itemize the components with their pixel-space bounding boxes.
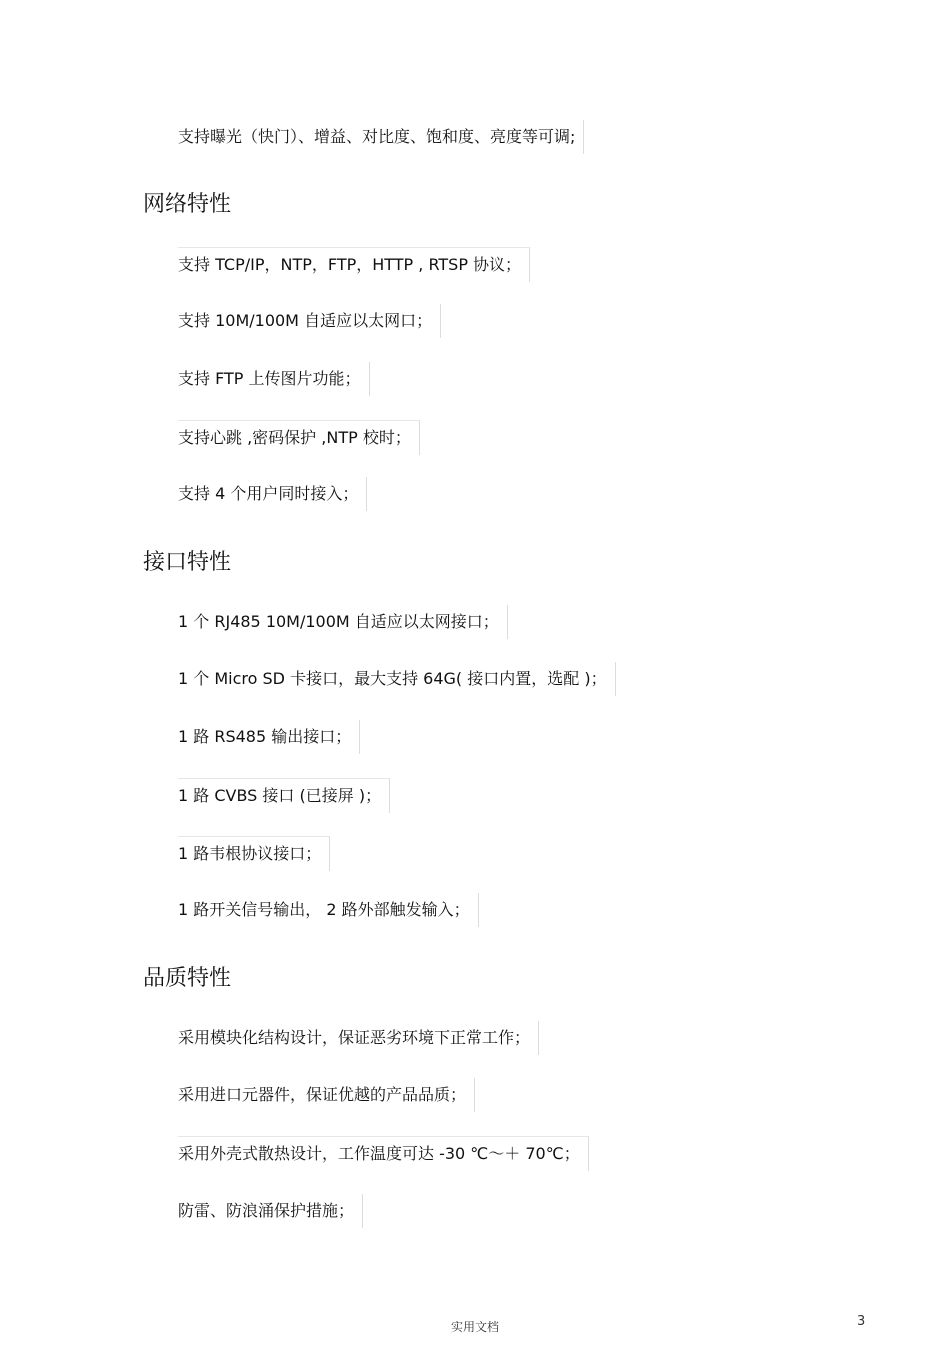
camera-item-adjustable: 支持曝光（快门）、增益、对比度、饱和度、亮度等可调; (178, 120, 584, 154)
interface-item-wiegand: 1 路韦根协议接口； (178, 836, 330, 871)
network-item-heartbeat: 支持心跳 ,密码保护 ,NTP 校时； (178, 420, 420, 455)
interface-item-rs485: 1 路 RS485 输出接口； (178, 720, 360, 754)
interface-item-rj485: 1 个 RJ485 10M/100M 自适应以太网接口； (178, 605, 508, 639)
network-item-protocols: 支持 TCP/IP，NTP，FTP，HTTP , RTSP 协议； (178, 247, 530, 282)
quality-item-heat-dissipation: 采用外壳式散热设计，工作温度可达 -30 ℃～＋ 70℃； (178, 1136, 589, 1171)
interface-section-title: 接口特性 (143, 550, 232, 575)
interface-item-switch-io: 1 路开关信号输出， 2 路外部触发输入； (178, 893, 479, 927)
network-item-ethernet: 支持 10M/100M 自适应以太网口； (178, 304, 441, 338)
quality-item-components: 采用进口元器件，保证优越的产品品质； (178, 1078, 475, 1112)
quality-item-modular: 采用模块化结构设计，保证恶劣环境下正常工作； (178, 1021, 539, 1055)
page-number: 3 (857, 1314, 866, 1329)
network-item-ftp-upload: 支持 FTP 上传图片功能； (178, 362, 370, 396)
network-item-users: 支持 4 个用户同时接入； (178, 477, 367, 511)
quality-section-title: 品质特性 (143, 966, 232, 991)
network-section-title: 网络特性 (143, 192, 232, 217)
interface-item-cvbs: 1 路 CVBS 接口 (已接屏 )； (178, 778, 390, 813)
footer-label: 实用文档 (450, 1320, 499, 1334)
interface-item-microsd: 1 个 Micro SD 卡接口，最大支持 64G( 接口内置，选配 )； (178, 662, 616, 696)
quality-item-lightning: 防雷、防浪涌保护措施； (178, 1194, 363, 1228)
